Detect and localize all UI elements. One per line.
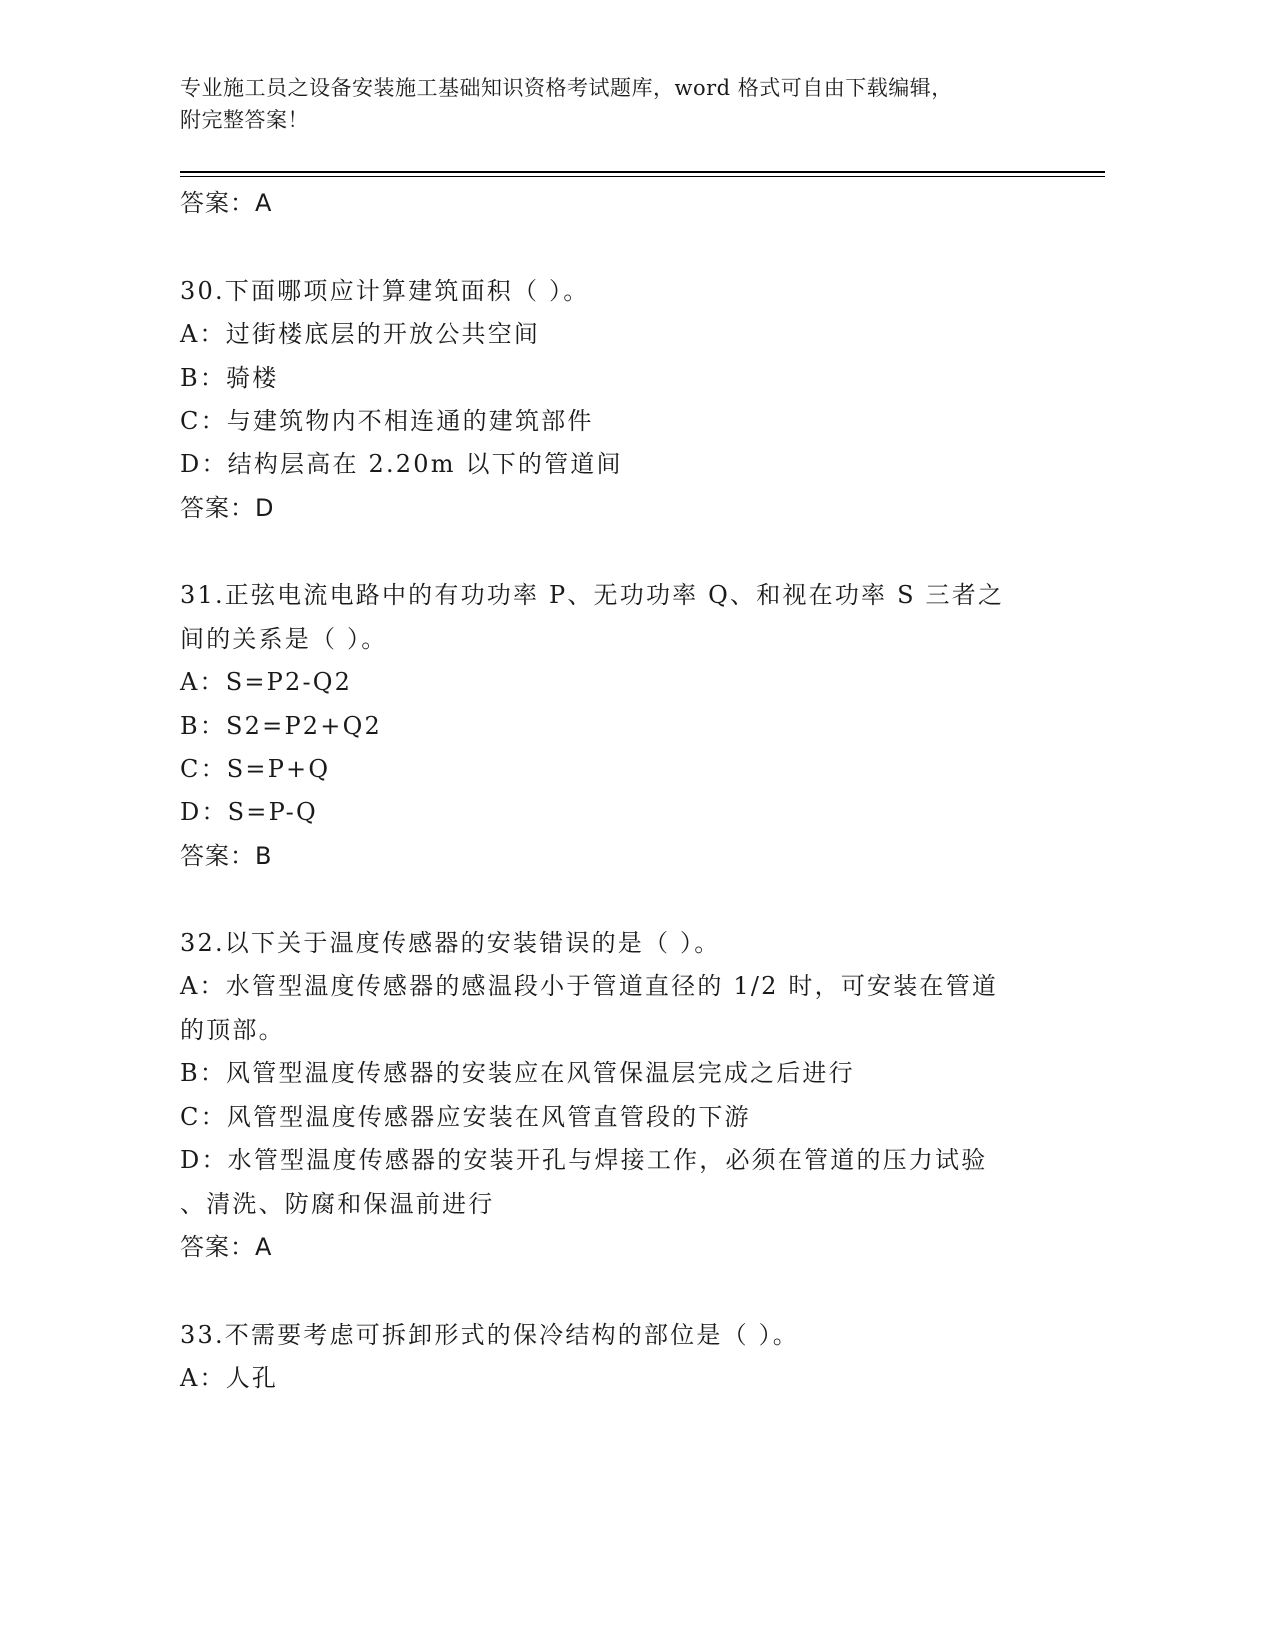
question-stem-cont: 间的关系是（ ）。 bbox=[180, 625, 388, 653]
question-stem: 33.不需要考虑可拆卸形式的保冷结构的部位是（ ）。 bbox=[180, 1321, 799, 1349]
answer-label: 答案： bbox=[180, 494, 255, 522]
option-c: C：风管型温度传感器应安装在风管直管段的下游 bbox=[180, 1103, 751, 1131]
question-stem: 30.下面哪项应计算建筑面积（ ）。 bbox=[180, 277, 590, 305]
option-b: B：风管型温度传感器的安装应在风管保温层完成之后进行 bbox=[180, 1059, 855, 1087]
answer-value: A bbox=[255, 189, 273, 217]
question-stem: 31.正弦电流电路中的有功功率 P、无功功率 Q、和视在功率 S 三者之 bbox=[180, 581, 1005, 609]
answer-value: A bbox=[255, 1233, 273, 1261]
answer-line bbox=[180, 493, 274, 523]
header-divider-thin bbox=[180, 176, 1105, 177]
answer-line bbox=[180, 1232, 272, 1262]
answer-value: B bbox=[255, 842, 273, 870]
header-divider bbox=[180, 171, 1105, 173]
answer-line bbox=[180, 188, 272, 218]
answer-value: D bbox=[255, 494, 275, 522]
option-c: C：与建筑物内不相连通的建筑部件 bbox=[180, 407, 594, 435]
option-b: B：骑楼 bbox=[180, 364, 279, 392]
answer-label: 答案： bbox=[180, 189, 255, 217]
option-d: D：S=P-Q bbox=[180, 798, 318, 826]
option-d-cont: 、清洗、防腐和保温前进行 bbox=[180, 1190, 495, 1218]
header-line-2: 附完整答案！ bbox=[180, 108, 309, 132]
option-a: A：过街楼底层的开放公共空间 bbox=[180, 320, 541, 348]
document-header bbox=[180, 72, 1080, 136]
option-c: C：S=P+Q bbox=[180, 755, 331, 783]
option-a: A：人孔 bbox=[180, 1364, 279, 1392]
option-d: D：结构层高在 2.20m 以下的管道间 bbox=[180, 450, 623, 478]
header-line-1: 专业施工员之设备安装施工基础知识资格考试题库，word 格式可自由下载编辑， bbox=[180, 76, 953, 100]
answer-label: 答案： bbox=[180, 842, 255, 870]
question-stem: 32.以下关于温度传感器的安装错误的是（ ）。 bbox=[180, 929, 721, 957]
option-a: A：水管型温度传感器的感温段小于管道直径的 1/2 时，可安装在管道 bbox=[180, 972, 999, 1000]
option-a: A：S=P2-Q2 bbox=[180, 668, 353, 696]
option-a-cont: 的顶部。 bbox=[180, 1016, 285, 1044]
answer-line bbox=[180, 841, 272, 871]
answer-label: 答案： bbox=[180, 1233, 255, 1261]
option-d: D：水管型温度传感器的安装开孔与焊接工作，必须在管道的压力试验 bbox=[180, 1146, 988, 1174]
option-b: B：S2=P2+Q2 bbox=[180, 712, 382, 740]
